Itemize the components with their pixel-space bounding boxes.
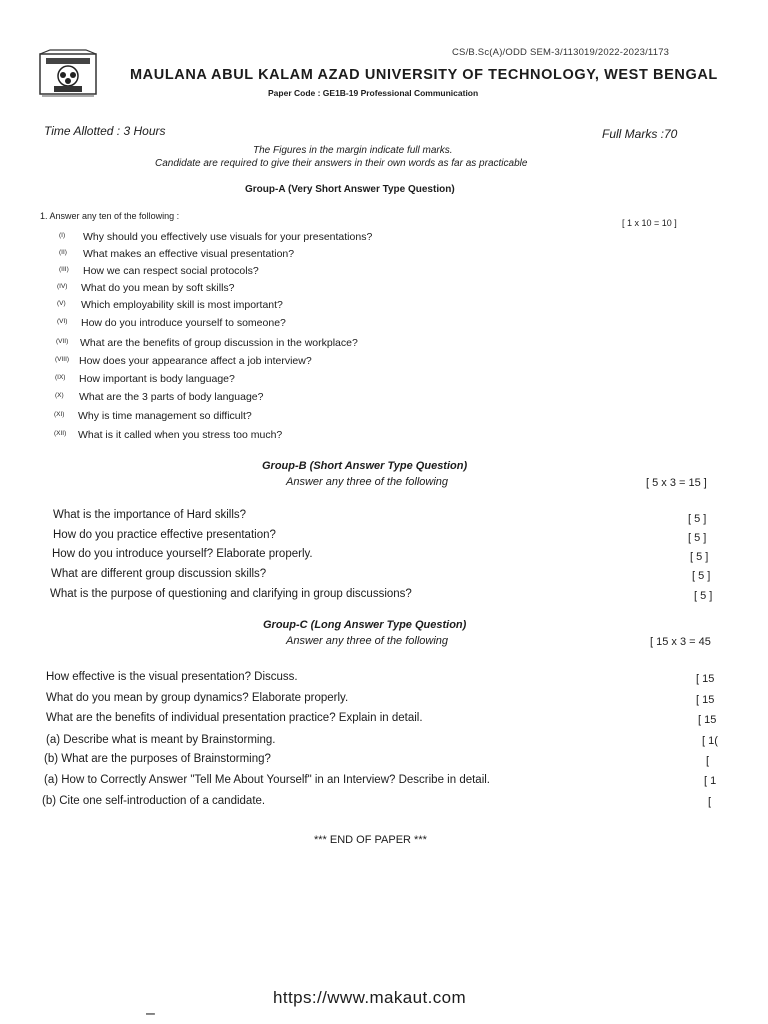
table-row: What is the purpose of questioning and clarifying in group discussions?: [50, 588, 412, 600]
item-text: What are the benefits of group discussion in the workplace?: [80, 337, 358, 349]
list-item: [59, 248, 295, 260]
table-row: How effective is the visual presentation? Discuss.: [46, 671, 298, 683]
table-row: What are the benefits of individual presentation practice? Explain in detail.: [46, 712, 423, 724]
table-row: What is the importance of Hard skills?: [53, 509, 247, 521]
full-marks: Full Marks :70: [602, 127, 678, 141]
item-text: How does your appearance affect a job interview?: [79, 355, 312, 367]
item-text: What do you mean by soft skills?: [81, 282, 235, 294]
table-row: (a) Describe what is meant by Brainstorming.: [46, 734, 276, 746]
table-row: What do you mean by group dynamics? Elaborate properly.: [46, 692, 349, 704]
item-number: (III): [59, 266, 69, 273]
group-a-question: 1. Answer any ten of the following :: [40, 211, 180, 221]
group-c-subtitle: Answer any three of the following: [286, 635, 449, 647]
item-number: (VII): [56, 338, 69, 345]
row-marks: [ 15: [696, 694, 715, 706]
list-item: [57, 299, 283, 311]
list-item: [59, 231, 373, 243]
item-number: (V): [57, 300, 66, 307]
list-item: [56, 337, 358, 349]
group-b-title: Group-B (Short Answer Type Question): [262, 460, 468, 472]
group-a-title: Group-A (Very Short Answer Type Question): [245, 184, 455, 195]
row-marks: [ 5 ]: [692, 570, 711, 582]
list-item: [57, 317, 286, 329]
paper-reference: CS/B.Sc(A)/ODD SEM-3/113019/2022-2023/1173: [452, 47, 670, 58]
table-row: (b) Cite one self-introduction of a candidate.: [42, 795, 266, 807]
list-item: [55, 355, 312, 367]
group-c-title: Group-C (Long Answer Type Question): [263, 619, 467, 631]
university-name: MAULANA ABUL KALAM AZAD UNIVERSITY OF TECHNOLOGY, WEST BENGAL: [130, 67, 718, 83]
time-allotted: Time Allotted : 3 Hours: [44, 124, 166, 138]
item-text: Why is time management so difficult?: [78, 410, 252, 422]
row-marks: [ 5 ]: [694, 590, 713, 602]
table-row: (a) How to Correctly Answer "Tell Me About Yourself" in an Interview? Describe in detail.: [44, 774, 491, 786]
row-marks: [ 1: [704, 775, 717, 787]
scan-mark: –: [146, 1005, 155, 1022]
item-number: (I): [59, 232, 66, 239]
item-text: What makes an effective visual presentation?: [83, 248, 295, 260]
item-number: (II): [59, 249, 67, 256]
row-marks: [ 1(: [702, 735, 718, 747]
row-marks: [ 15: [698, 714, 717, 726]
group-c-marks: [ 15 x 3 = 45: [650, 636, 711, 648]
item-number: (XII): [54, 430, 67, 437]
instruction-own-words: Candidate are required to give their answers in their own words as far as practicable: [155, 158, 528, 169]
item-number: (IV): [57, 283, 68, 290]
footer-url: https://www.makaut.com: [273, 988, 467, 1007]
university-logo: [38, 48, 98, 100]
row-marks: [ 5 ]: [690, 551, 709, 563]
item-number: (VIII): [55, 356, 70, 363]
list-item: [55, 373, 235, 385]
group-b-subtitle: Answer any three of the following: [286, 476, 449, 488]
list-item: [57, 282, 235, 294]
row-marks: [: [706, 755, 710, 767]
list-item: [54, 429, 283, 441]
paper-code: Paper Code : GE1B-19 Professional Communication: [268, 88, 479, 98]
item-text: What is it called when you stress too much?: [78, 429, 283, 441]
group-a-marks: [ 1 x 10 = 10 ]: [622, 218, 677, 228]
item-text: How we can respect social protocols?: [83, 265, 259, 277]
item-number: (VI): [57, 318, 68, 325]
row-marks: [ 15: [696, 673, 715, 685]
item-number: (IX): [55, 374, 66, 381]
table-row: How do you practice effective presentation?: [53, 529, 276, 541]
list-item: [54, 410, 252, 422]
item-text: Why should you effectively use visuals for your presentations?: [83, 231, 373, 243]
list-item: [55, 391, 264, 403]
row-marks: [ 5 ]: [688, 532, 707, 544]
group-b-marks: [ 5 x 3 = 15 ]: [646, 477, 707, 489]
item-number: (X): [55, 392, 64, 399]
table-row: How do you introduce yourself? Elaborate properly.: [52, 548, 313, 560]
item-number: (XI): [54, 411, 65, 418]
row-marks: [ 5 ]: [688, 513, 707, 525]
item-text: How do you introduce yourself to someone?: [81, 317, 286, 329]
item-text: Which employability skill is most important?: [81, 299, 283, 311]
table-row: (b) What are the purposes of Brainstorming?: [44, 753, 271, 765]
item-text: What are the 3 parts of body language?: [79, 391, 264, 403]
table-row: What are different group discussion skills?: [51, 568, 267, 580]
row-marks: [: [708, 796, 712, 808]
list-item: [59, 265, 259, 277]
end-of-paper: *** END OF PAPER ***: [314, 834, 427, 846]
item-text: How important is body language?: [79, 373, 235, 385]
instruction-marks: The Figures in the margin indicate full marks.: [253, 145, 453, 156]
